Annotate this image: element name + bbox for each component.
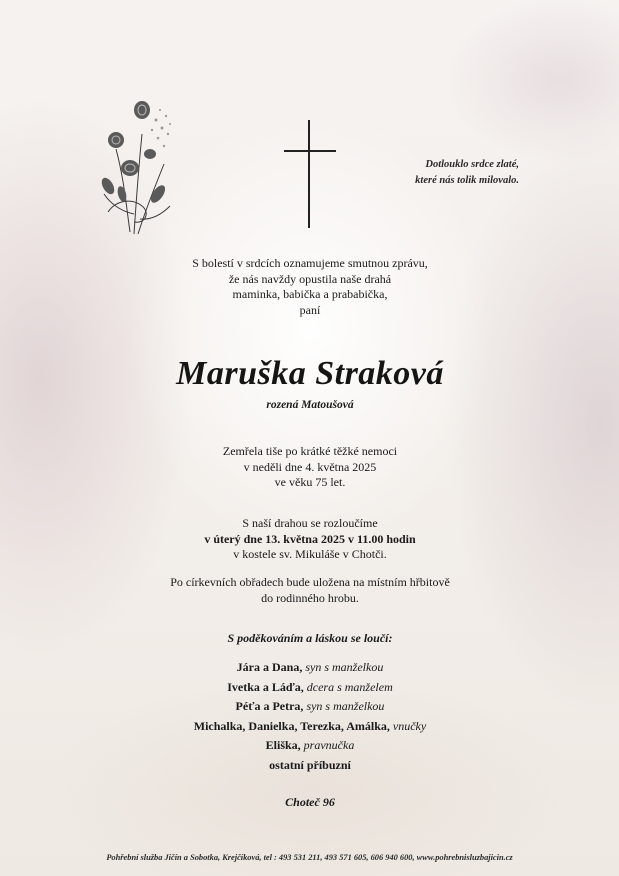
intro-line: S bolestí v srdcích oznamujeme smutnou zprávu, <box>192 256 428 270</box>
mourner-item <box>80 697 540 717</box>
mourner-names: ostatní příbuzní <box>269 757 351 772</box>
death-line: ve věku 75 let. <box>274 475 346 489</box>
intro-line: že nás navždy opustila naše drahá <box>228 271 392 286</box>
motto <box>395 157 519 189</box>
announcement-intro <box>80 256 540 318</box>
mourner-item <box>80 736 540 756</box>
mourner-relation: pravnučka <box>300 738 355 752</box>
mourner-item <box>80 756 540 776</box>
death-line: Zemřela tiše po krátké těžké nemoci <box>222 444 398 458</box>
motto-line: Dotlouklo srdce zlaté, <box>425 159 519 170</box>
death-details <box>80 444 540 491</box>
cross-icon <box>284 120 336 228</box>
mourner-names: Michalka, Danielka, Terezka, Amálka, <box>193 718 390 733</box>
mourner-item <box>80 717 540 737</box>
mourner-names: Eliška, <box>265 738 301 752</box>
mourner-names: Jára a Dana, <box>236 660 303 674</box>
farewell-line: S naší drahou se rozloučíme <box>242 516 378 530</box>
mourners-list <box>80 658 540 775</box>
mourner-names: Péťa a Petra, <box>235 699 304 713</box>
mourner-relation: dcera s manželem <box>303 679 393 694</box>
mourner-relation: syn s manželkou <box>303 699 385 713</box>
farewell-details <box>80 516 540 563</box>
funeral-service-footer: Pohřební služba Jičín a Sobotka, Krejčíková, tel : 493 531 211, 493 571 605, 606 940 600, www.pohrebnisluzbajicin.cz <box>106 853 513 862</box>
mourner-relation: vnučky <box>389 718 427 733</box>
mourner-item <box>80 678 540 698</box>
mourner-item <box>80 658 540 678</box>
burial-line: Po církevních obřadech bude uložena na místním hřbitově <box>170 575 450 589</box>
address: Choteč 96 <box>285 795 335 809</box>
rose-bouquet-icon <box>94 94 178 240</box>
farewell-date: v úterý dne 13. května 2025 v 11.00 hodin <box>204 531 416 546</box>
thanks-heading: S poděkováním a láskou se loučí: <box>227 631 393 645</box>
intro-line: paní <box>299 302 321 317</box>
burial-details <box>80 575 540 606</box>
burial-line: do rodinného hrobu. <box>261 590 359 605</box>
intro-line: maminka, babička a prababička, <box>232 287 388 301</box>
death-line: v neděli dne 4. května 2025 <box>243 459 377 474</box>
farewell-line: v kostele sv. Mikuláše v Chotči. <box>233 547 387 561</box>
deceased-name: Maruška Straková <box>176 355 444 392</box>
mourner-relation: syn s manželkou <box>302 660 384 674</box>
motto-line: které nás tolik milovalo. <box>415 175 519 186</box>
maiden-name: rozená Matoušová <box>266 399 354 411</box>
mourner-names: Ivetka a Láďa, <box>227 679 304 694</box>
